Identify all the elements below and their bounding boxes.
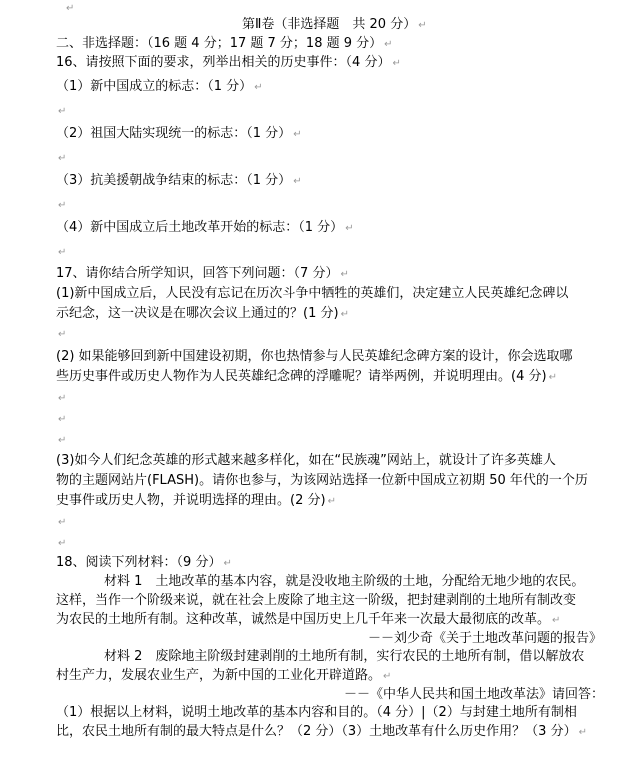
q17-part2-line1: (2) 如果能够回到新中国建设初期，你也热情参与人民英雄纪念碑方案的设计，你会选取哪 <box>56 349 573 364</box>
q17-part3-line1: (3)如今人们纪念英雄的形式越来越多样化，如在“民族魂”网站上，就设计了许多英雄人 <box>56 453 556 468</box>
q18-material1-line1: 材料 1 土地改革的基本内容，就是没收地主阶级的土地，分配给无地少地的农民。 <box>104 574 585 589</box>
blank-line: ↵ <box>58 247 67 258</box>
q16-item-4: （4）新中国成立后土地改革开始的标志：（1 分） ↵ <box>56 220 354 235</box>
blank-line: ↵ <box>58 106 67 117</box>
blank-line: ↵ <box>58 538 67 549</box>
q18-material2-line1: 材料 2 废除地主阶级封建剥削的土地所有制，实行农民的土地所有制，借以解放农 <box>104 649 585 664</box>
q18-material2-line2: 村生产力，发展农业生产，为新中国的工业化开辟道路。 ↵ <box>56 668 392 683</box>
blank-line: ↵ <box>58 200 67 211</box>
blank-line: ↵ <box>58 435 67 446</box>
blank-line: ↵ <box>58 393 67 404</box>
blank-line: ↵ <box>58 414 67 425</box>
section-heading: 二、非选择题：（16 题 4 分；17 题 7 分；18 题 9 分） ↵ <box>56 36 393 51</box>
blank-line: ↵ <box>66 3 75 14</box>
q17-part2-line2: 些历史事件或历史人物作为人民英雄纪念碑的浮雕呢？请举两例，并说明理由。(4 分) ↵ <box>56 369 557 384</box>
q18-stem: 18、阅读下列材料：（9 分） ↵ <box>56 555 232 570</box>
q17-part3-line3: 史事件或历史人物，并说明选择的理由。(2 分) ↵ <box>56 493 336 508</box>
blank-line: ↵ <box>58 153 67 164</box>
q16-item-2: （2）祖国大陆实现统一的标志：（1 分） ↵ <box>56 126 302 141</box>
q17-part1-line2: 示纪念，这一决议是在哪次会议上通过的？(1 分) ↵ <box>56 306 349 321</box>
q17-stem: 17、请你结合所学知识，回答下列问题：（7 分） ↵ <box>56 266 349 281</box>
q16-stem: 16、请按照下面的要求，列举出相关的历史事件：（4 分） ↵ <box>56 55 401 70</box>
q17-part3-line2: 物的主题网站片(FLASH)。请你也参与，为该网站选择一位新中国成立初期 50 年代的一个历 <box>56 473 588 488</box>
q18-material1-source: －－刘少奇《关于土地改革问题的报告》 <box>368 631 603 646</box>
q16-item-3: （3）抗美援朝战争结束的标志：（1 分） ↵ <box>56 173 302 188</box>
blank-line: ↵ <box>58 517 67 528</box>
blank-line: ↵ <box>58 329 67 340</box>
q18-questions-line1: （1）根据以上材料，说明土地改革的基本内容和目的。（4 分）|（2）与封建土地所有制相 <box>56 705 577 720</box>
q18-material1-line3: 为农民的土地所有制。这种改革，诚然是中国历史上几千年来一次最大最彻底的改革。 ↵ <box>56 612 561 627</box>
q18-material2-source: －－《中华人民共和国土地改革法》请回答： <box>344 687 605 702</box>
section-title: 第Ⅱ卷（非选择题 共 20 分） ↵ <box>242 17 427 32</box>
q18-questions-line2: 比，农民土地所有制的最大特点是什么？（2 分）（3）土地改革有什么历史作用？（3 分） ↵ <box>56 724 587 739</box>
q17-part1-line1: (1)新中国成立后，人民没有忘记在历次斗争中牺牲的英雄们，决定建立人民英雄纪念碑以 <box>56 286 569 301</box>
q18-material1-line2: 这样，当作一个阶级来说，就在社会上废除了地主这一阶级，把封建剥削的土地所有制改变 <box>56 593 577 608</box>
q16-item-1: （1）新中国成立的标志：（1 分） ↵ <box>56 79 263 94</box>
